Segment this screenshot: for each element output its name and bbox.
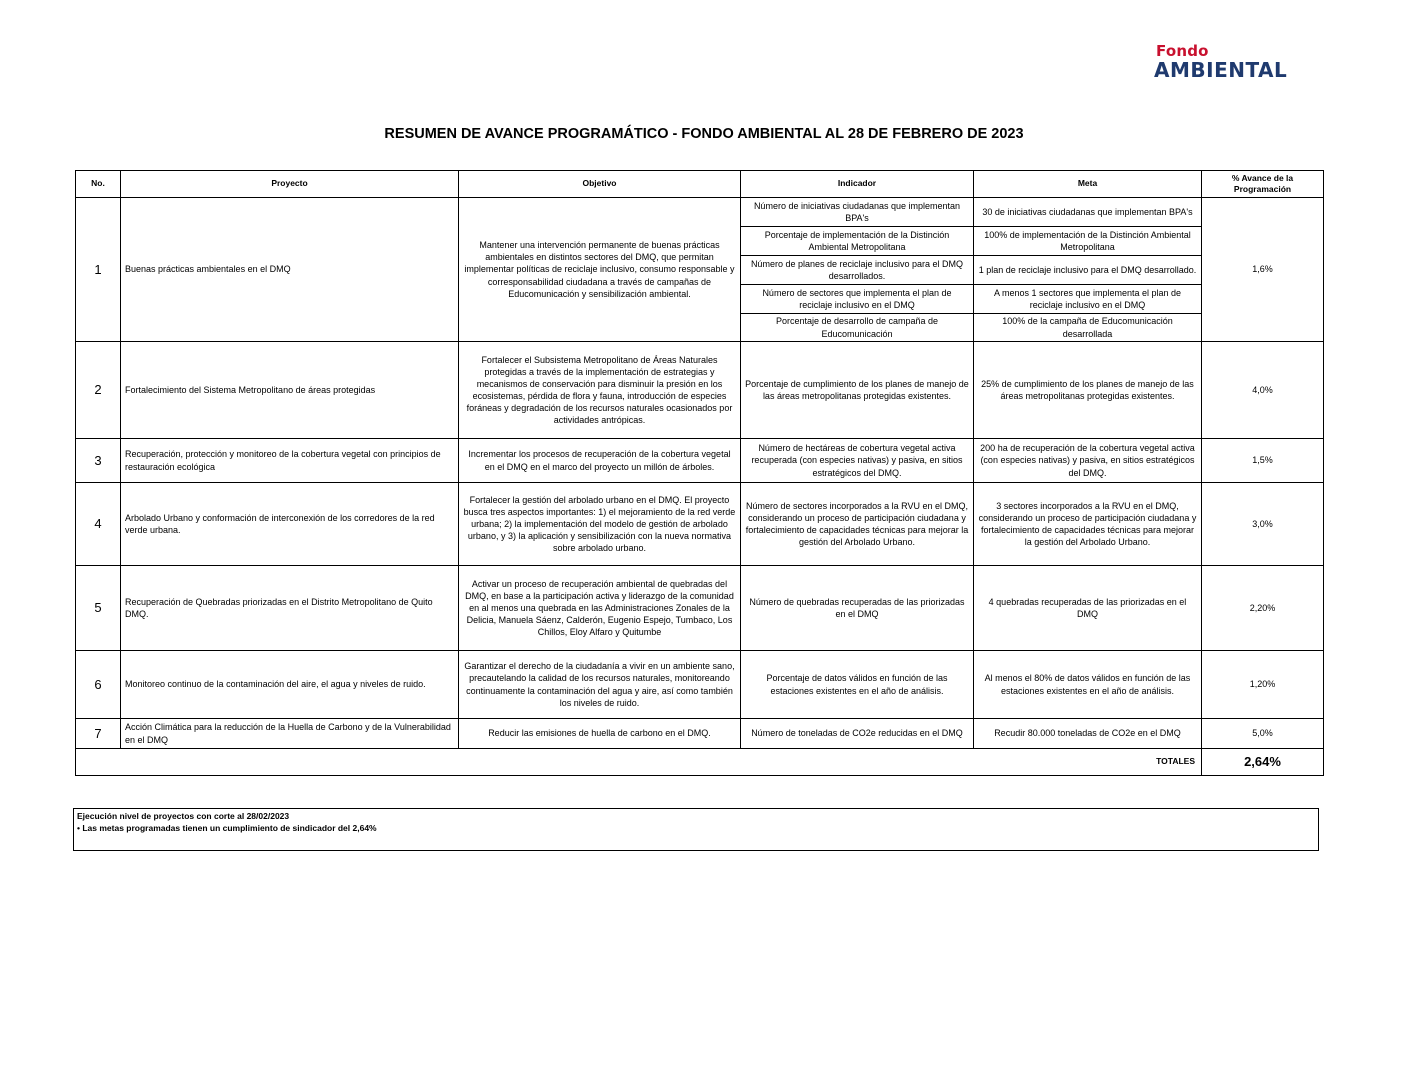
logo-line-2: AMBIENTAL — [1154, 58, 1288, 82]
row-indicador: Número de sectores incorporados a la RVU en el DMQ, considerando un proceso de participación ciudadana y fortalecimiento de capacidades técnicas para mejorar la gestión del Arbolado Urbano. — [741, 483, 974, 566]
row-indicador: Porcentaje de datos válidos en función de las estaciones existentes en el año de análisis. — [741, 651, 974, 719]
header-indicador: Indicador — [741, 171, 974, 198]
row-meta: 25% de cumplimiento de los planes de manejo de las áreas metropolitanas protegidas existentes. — [974, 342, 1202, 439]
row-avance: 4,0% — [1202, 342, 1324, 439]
table-row — [76, 342, 1324, 439]
row-meta: 4 quebradas recuperadas de las priorizadas en el DMQ — [974, 566, 1202, 651]
execution-note — [73, 808, 1319, 851]
header-meta: Meta — [974, 171, 1202, 198]
row-objetivo: Fortalecer la gestión del arbolado urbano en el DMQ. El proyecto busca tres aspectos importantes: 1) el mejoramiento de la red verde urbana; 2) la implementación del modelo de gestión de arbolado urbano, y 3) la aplicación y sensibilización con la nueva normativa sobre arbolado urbano. — [459, 483, 741, 566]
row-no: 7 — [76, 719, 121, 749]
row-objetivo: Garantizar el derecho de la ciudadanía a vivir en un ambiente sano, precautelando la calidad de los recursos naturales, monitoreando continuamente la contaminación del agua y aire, así como también los niveles de ruido. — [459, 651, 741, 719]
row-objetivo: Fortalecer el Subsistema Metropolitano de Áreas Naturales protegidas a través de la implementación de estrategias y mecanismos de conservación para disminuir la presión en los ecosistemas, pérdida de flora y fauna, introducción de especies foráneas y degradación de los recursos naturales ocasionados por actividades antrópicas. — [459, 342, 741, 439]
note-line-2: • Las metas programadas tienen un cumplimiento de sindicador del 2,64% — [77, 823, 377, 834]
row-meta: 30 de iniciativas ciudadanas que implementan BPA's — [974, 198, 1202, 227]
table-row — [76, 566, 1324, 651]
row-meta: 100% de implementación de la Distinción Ambiental Metropolitana — [974, 227, 1202, 256]
header-avance: % Avance de la Programación — [1202, 171, 1324, 198]
table-row — [76, 439, 1324, 483]
row-proyecto: Acción Climática para la reducción de la Huella de Carbono y de la Vulnerabilidad en el DMQ — [121, 719, 459, 749]
row-meta: 200 ha de recuperación de la cobertura vegetal activa (con especies nativas) y pasiva, en sitios estratégicos del DMQ. — [974, 439, 1202, 483]
row-proyecto: Recuperación, protección y monitoreo de la cobertura vegetal con principios de restauración ecológica — [121, 439, 459, 483]
row-proyecto: Arbolado Urbano y conformación de interconexión de los corredores de la red verde urbana. — [121, 483, 459, 566]
row-no: 4 — [76, 483, 121, 566]
row-avance: 2,20% — [1202, 566, 1324, 651]
row-objetivo: Reducir las emisiones de huella de carbono en el DMQ. — [459, 719, 741, 749]
row-proyecto: Buenas prácticas ambientales en el DMQ — [121, 198, 459, 342]
progress-table — [75, 170, 1324, 776]
row-meta: Recudir 80.000 toneladas de CO2e en el DMQ — [974, 719, 1202, 749]
row-indicador: Porcentaje de implementación de la Distinción Ambiental Metropolitana — [741, 227, 974, 256]
row-meta: 3 sectores incorporados a la RVU en el DMQ, considerando un proceso de participación ciudadana y fortalecimiento de capacidades técnicas para mejorar la gestión del Arbolado Urbano. — [974, 483, 1202, 566]
row-no: 3 — [76, 439, 121, 483]
row-indicador: Número de quebradas recuperadas de las priorizadas en el DMQ — [741, 566, 974, 651]
row-no: 6 — [76, 651, 121, 719]
table-row — [76, 651, 1324, 719]
row-no: 2 — [76, 342, 121, 439]
row-avance: 1,5% — [1202, 439, 1324, 483]
row-avance: 1,6% — [1202, 198, 1324, 342]
row-meta: A menos 1 sectores que implementa el plan de reciclaje inclusivo en el DMQ — [974, 285, 1202, 314]
note-line-1: Ejecución nivel de proyectos con corte al 28/02/2023 — [77, 811, 290, 821]
totals-row — [76, 749, 1324, 776]
header-proyecto: Proyecto — [121, 171, 459, 198]
table-header-row — [76, 171, 1324, 198]
totals-value: 2,64% — [1202, 749, 1324, 776]
row-avance: 1,20% — [1202, 651, 1324, 719]
row-objetivo: Activar un proceso de recuperación ambiental de quebradas del DMQ, en base a la participación activa y liderazgo de la comunidad en al menos una quebrada en las Administraciones Zonales de la Delicia, Manuela Sáenz, Calderón, Eugenio Espejo, Tumbaco, Los Chillos, Eloy Alfaro y Quitumbe — [459, 566, 741, 651]
row-indicador: Porcentaje de cumplimiento de los planes de manejo de las áreas metropolitanas protegidas existentes. — [741, 342, 974, 439]
row-meta: 100% de la campaña de Educomunicación desarrollada — [974, 314, 1202, 342]
totals-label: TOTALES — [76, 749, 1202, 776]
page-title: RESUMEN DE AVANCE PROGRAMÁTICO - FONDO AMBIENTAL AL 28 DE FEBRERO DE 2023 — [384, 126, 1024, 142]
row-no: 1 — [76, 198, 121, 342]
row-indicador: Número de hectáreas de cobertura vegetal activa recuperada (con especies nativas) y pasiva, en sitios estratégicos del DMQ. — [741, 439, 974, 483]
table-row — [76, 198, 1324, 227]
table-row — [76, 483, 1324, 566]
row-proyecto: Fortalecimiento del Sistema Metropolitano de áreas protegidas — [121, 342, 459, 439]
row-indicador: Número de iniciativas ciudadanas que implementan BPA's — [741, 198, 974, 227]
row-objetivo: Mantener una intervención permanente de buenas prácticas ambientales en distintos sectores del DMQ, que permitan implementar políticas de reciclaje inclusivo, consumo responsable y corresponsabilidad ciudadana a través de campañas de Educomunicación y sensibilización ambiental. — [459, 198, 741, 342]
logo-line-1: Fondo — [1156, 42, 1209, 60]
row-indicador: Número de toneladas de CO2e reducidas en el DMQ — [741, 719, 974, 749]
fondo-ambiental-logo — [1154, 44, 1287, 80]
row-indicador: Número de sectores que implementa el plan de reciclaje inclusivo en el DMQ — [741, 285, 974, 314]
row-indicador: Número de planes de reciclaje inclusivo para el DMQ desarrollados. — [741, 256, 974, 285]
row-proyecto: Monitoreo continuo de la contaminación del aire, el agua y niveles de ruido. — [121, 651, 459, 719]
row-objetivo: Incrementar los procesos de recuperación de la cobertura vegetal en el DMQ en el marco del proyecto un millón de árboles. — [459, 439, 741, 483]
row-no: 5 — [76, 566, 121, 651]
header-no: No. — [76, 171, 121, 198]
row-avance: 5,0% — [1202, 719, 1324, 749]
row-meta: 1 plan de reciclaje inclusivo para el DMQ desarrollado. — [974, 256, 1202, 285]
row-indicador: Porcentaje de desarrollo de campaña de Educomunicación — [741, 314, 974, 342]
row-avance: 3,0% — [1202, 483, 1324, 566]
row-proyecto: Recuperación de Quebradas priorizadas en el Distrito Metropolitano de Quito DMQ. — [121, 566, 459, 651]
row-meta: Al menos el 80% de datos válidos en función de las estaciones existentes en el año de análisis. — [974, 651, 1202, 719]
header-objetivo: Objetivo — [459, 171, 741, 198]
table-row — [76, 719, 1324, 749]
